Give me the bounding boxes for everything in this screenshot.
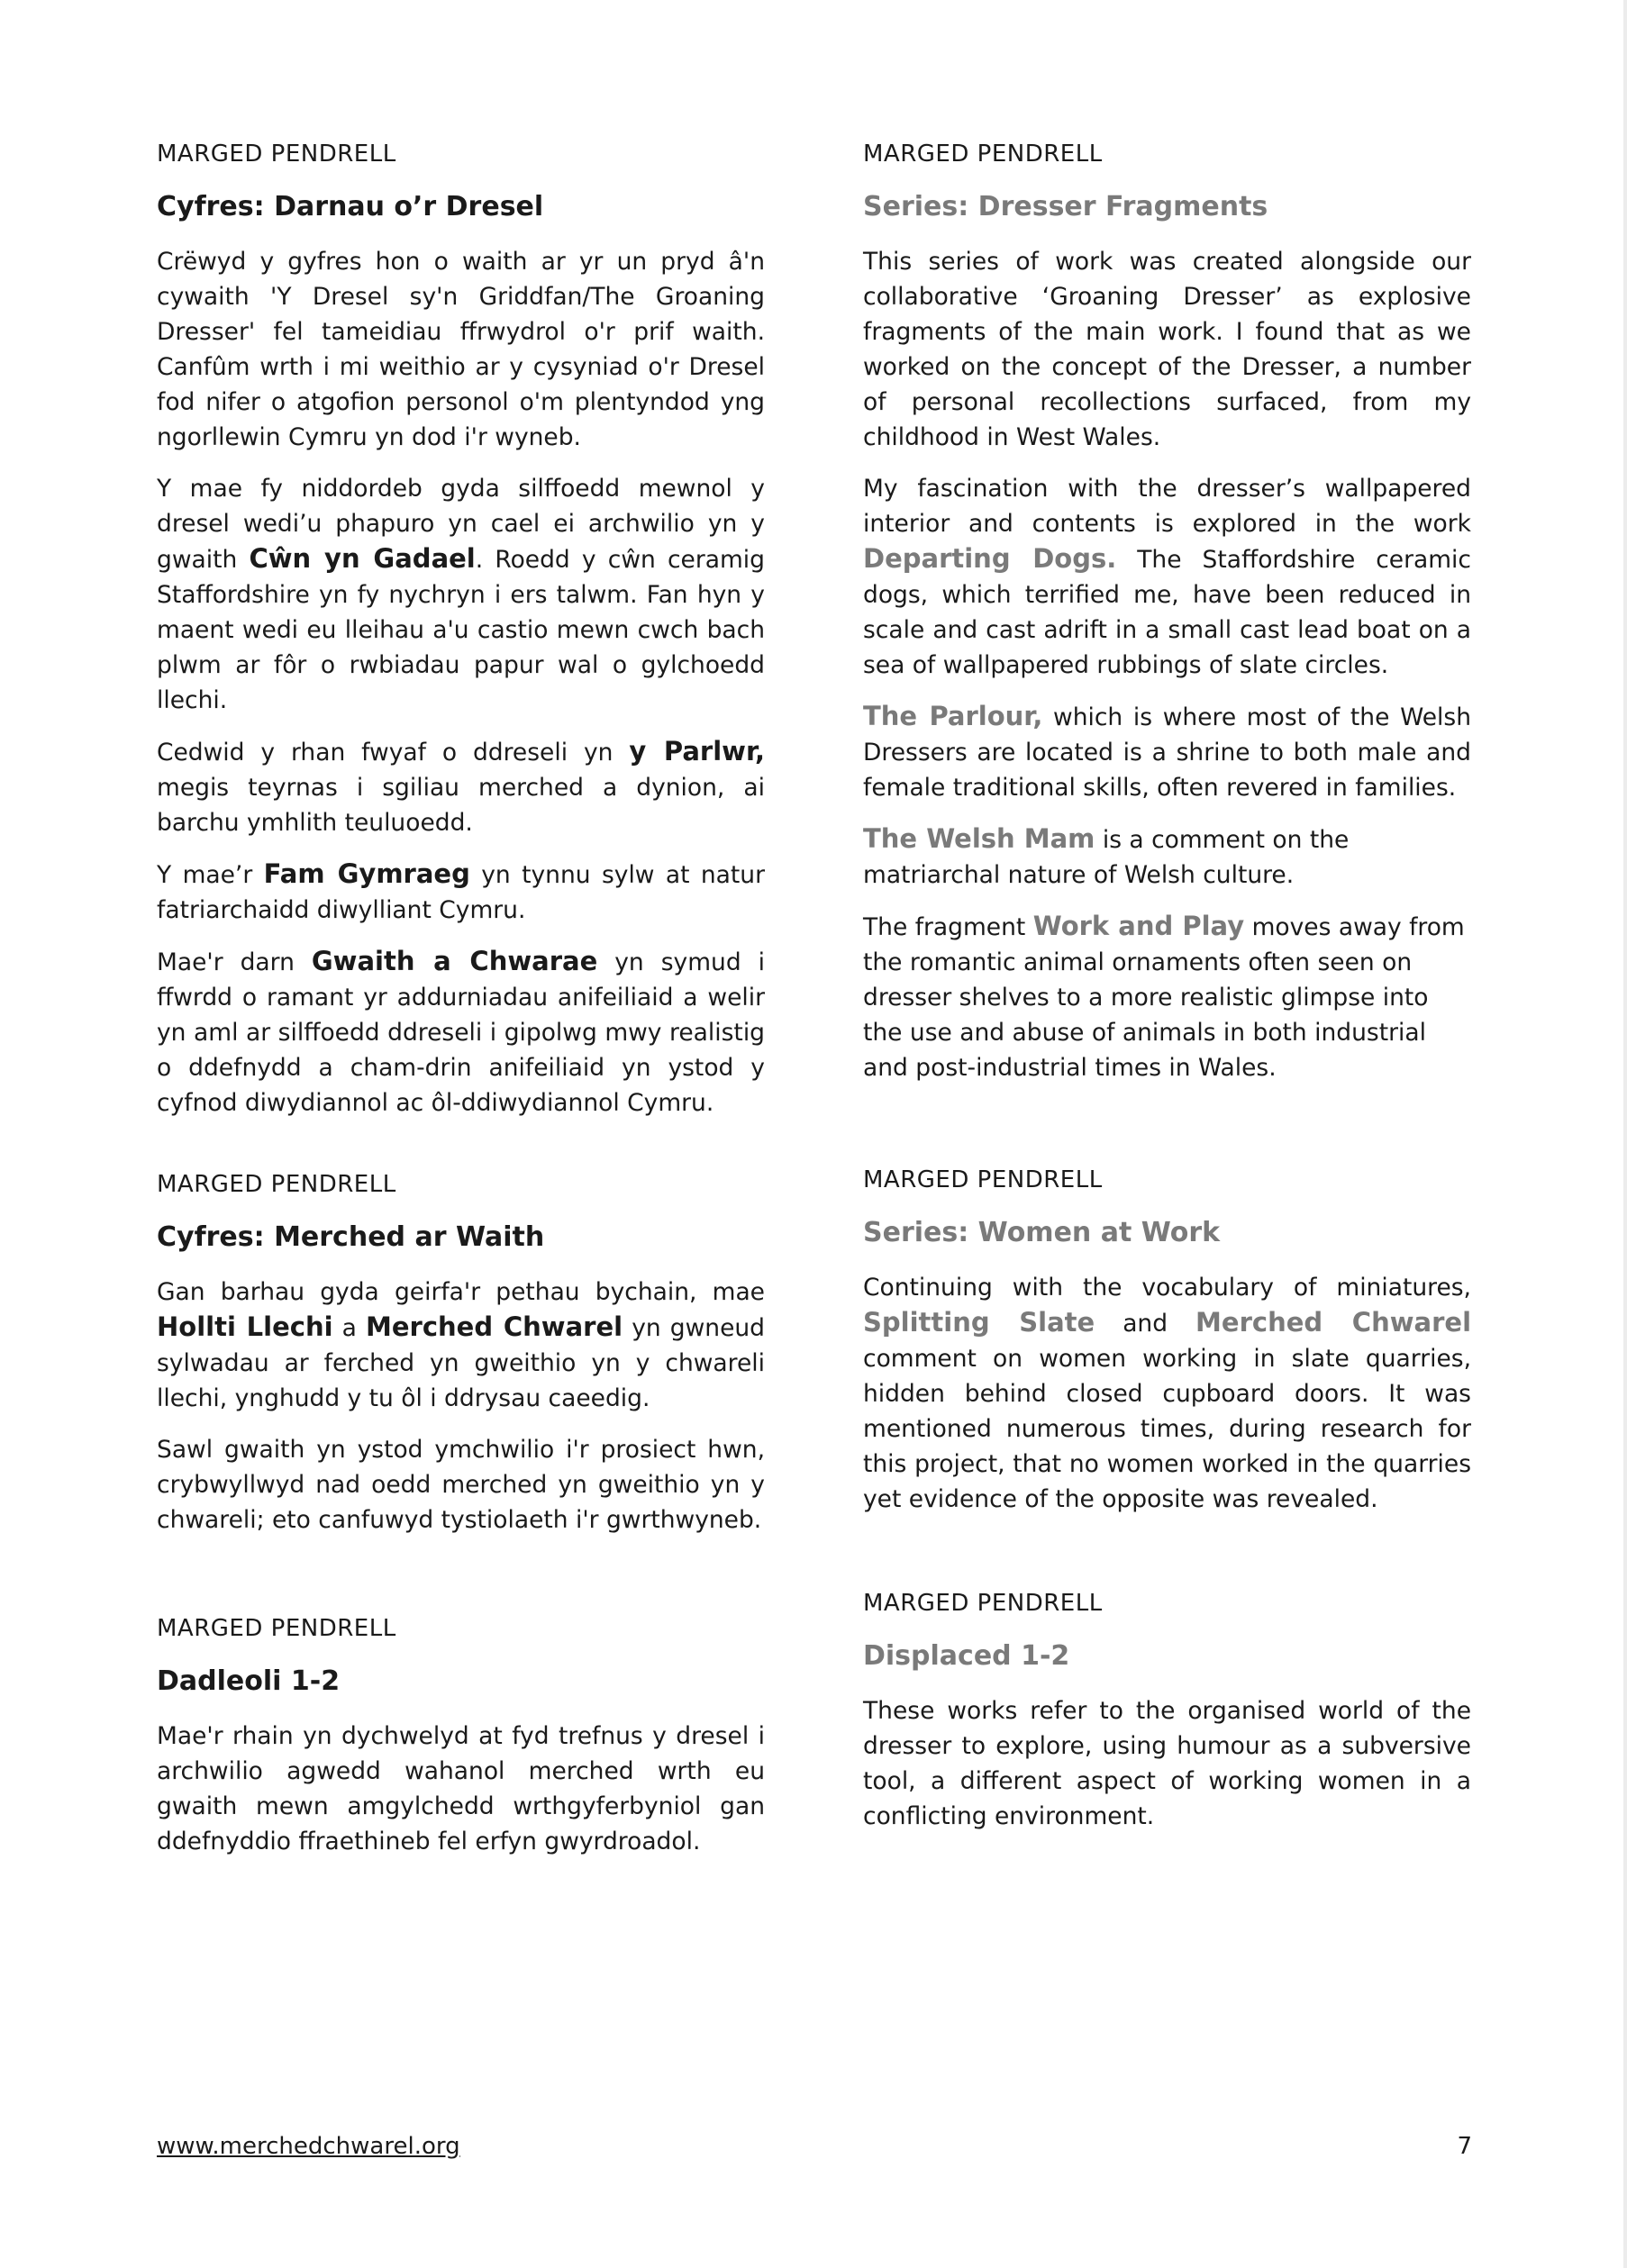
paragraph: These works refer to the organised world of the dresser to explore, using humour as a subversive tool, a different aspect of working women in a conflicting environment. <box>863 1697 1471 1830</box>
section-darnau-or-dresel <box>157 140 765 1137</box>
section-heading: Cyfres: Darnau o’r Dresel <box>157 191 544 222</box>
work-title: Cŵn yn Gadael <box>249 543 476 574</box>
section-dresser-fragments <box>863 140 1471 1102</box>
paragraph: Sawl gwaith yn ystod ymchwilio i'r prosiect hwn, crybwyllwyd nad oedd merched yn gweithio yn y chwareli; eto canfuwyd tystiolaeth i'r gwrthwyneb. <box>157 1436 765 1534</box>
work-title: Departing Dogs. <box>863 543 1117 574</box>
work-title: Splitting Slate <box>863 1307 1095 1338</box>
work-title: The Welsh Mam <box>863 823 1095 854</box>
page-edge <box>1623 0 1627 2268</box>
work-title: y Parlwr, <box>629 736 765 767</box>
paragraph: Mae'r darn Gwaith a Chwarae yn symud i ffwrdd o ramant yr addurniadau anifeiliaid a welir yn aml ar silffoedd ddreseli i gipolwg mwy realistig o ddefnydd a cham-drin anifeiliaid yn ystod y cyfnod diwydiannol ac ôl-ddiwydiannol Cymru. <box>157 946 765 1117</box>
paragraph: Cedwid y rhan fwyaf o ddreseli yn y Parlwr, megis teyrnas i sgiliau merched a dynion, ai barchu ymhlith teuluoedd. <box>157 736 765 837</box>
section-heading: Cyfres: Merched ar Waith <box>157 1221 545 1253</box>
work-title: Merched Chwarel <box>366 1311 623 1342</box>
paragraph: My fascination with the dresser’s wallpapered interior and contents is explored in the work Departing Dogs. The Staffordshire ceramic dogs, which terrified me, have been reduced in scale and cast adrift in a small cast lead boat on a sea of wallpapered rubbings of slate circles. <box>863 475 1471 679</box>
paragraph: The fragment Work and Play moves away from the romantic animal ornaments often seen on dresser shelves to a more realistic glimpse into the use and abuse of animals in both industrial and post-industrial times in Wales. <box>863 911 1465 1082</box>
page-number: 7 <box>1457 2133 1472 2160</box>
section-merched-ar-waith <box>157 1170 765 1554</box>
work-title: Work and Play <box>1032 911 1245 941</box>
paragraph: Crëwyd y gyfres hon o waith ar yr un pryd â'n cywaith 'Y Dresel sy'n Griddfan/The Groaning Dresser' fel tameidiau ffrwydrol o'r prif waith. Canfûm wrth i mi weithio ar y cysyniad o'r Dresel fod nifer o atgofion personol o'm plentyndod yng ngorllewin Cymru yn dod i'r wyneb. <box>157 248 765 451</box>
work-title: Fam Gymraeg <box>263 858 470 889</box>
section-heading: Displaced 1-2 <box>863 1640 1070 1672</box>
section-displaced <box>863 1589 1471 1850</box>
paragraph: The Parlour, which is where most of the Welsh Dressers are located is a shrine to both male and female traditional skills, often revered in families. <box>863 701 1471 802</box>
work-title: Merched Chwarel <box>1195 1307 1472 1338</box>
author-name: MARGED PENDRELL <box>863 1166 1103 1193</box>
author-name: MARGED PENDRELL <box>157 1171 396 1198</box>
author-name: MARGED PENDRELL <box>863 1590 1103 1617</box>
section-heading: Dadleoli 1-2 <box>157 1665 341 1697</box>
paragraph: Y mae fy niddordeb gyda silffoedd mewnol y dresel wedi’u phapuro yn cael ei archwilio yn y gwaith Cŵn yn Gadael. Roedd y cŵn ceramig Staffordshire yn fy nychryn i ers talwm. Fan hyn y maent wedi eu lleihau a'u castio mewn cwch bach plwm ar fôr o rwbiadau papur wal o gylchoedd llechi. <box>157 475 765 714</box>
work-title: The Parlour, <box>863 701 1043 731</box>
work-title: Gwaith a Chwarae <box>311 946 598 976</box>
section-women-at-work <box>863 1166 1471 1533</box>
author-name: MARGED PENDRELL <box>863 141 1103 168</box>
work-title: Hollti Llechi <box>157 1311 333 1342</box>
author-name: MARGED PENDRELL <box>157 141 396 168</box>
paragraph: The Welsh Mam is a comment on the matriarchal nature of Welsh culture. <box>863 823 1350 889</box>
paragraph: This series of work was created alongside our collaborative ‘Groaning Dresser’ as explosive fragments of the main work. I found that as we worked on the concept of the Dresser, a number of personal recollections surfaced, from my childhood in West Wales. <box>863 248 1471 451</box>
section-dadleoli <box>157 1614 765 1875</box>
paragraph: Continuing with the vocabulary of miniatures, Splitting Slate and Merched Chwarel comment on women working in slate quarries, hidden behind closed cupboard doors. It was mentioned numerous times, during research for this project, that no women worked in the quarries yet evidence of the opposite was revealed. <box>863 1274 1472 1513</box>
paragraph: Y mae’r Fam Gymraeg yn tynnu sylw at natur fatriarchaidd diwylliant Cymru. <box>157 858 766 924</box>
section-heading: Series: Women at Work <box>863 1217 1221 1248</box>
website-link[interactable]: www.merchedchwarel.org <box>157 2133 460 2160</box>
paragraph: Mae'r rhain yn dychwelyd at fyd trefnus y dresel i archwilio agwedd wahanol merched wrth eu gwaith mewn amgylchedd wrthgyferbyniol gan ddefnyddio ffraethineb fel erfyn gwyrdroadol. <box>157 1722 765 1855</box>
section-heading: Series: Dresser Fragments <box>863 191 1268 222</box>
author-name: MARGED PENDRELL <box>157 1615 396 1642</box>
paragraph: Gan barhau gyda geirfa'r pethau bychain, mae Hollti Llechi a Merched Chwarel yn gwneud sylwadau ar ferched yn gweithio yn y chwareli llechi, ynghudd y tu ôl i ddrysau caeedig. <box>157 1278 765 1412</box>
